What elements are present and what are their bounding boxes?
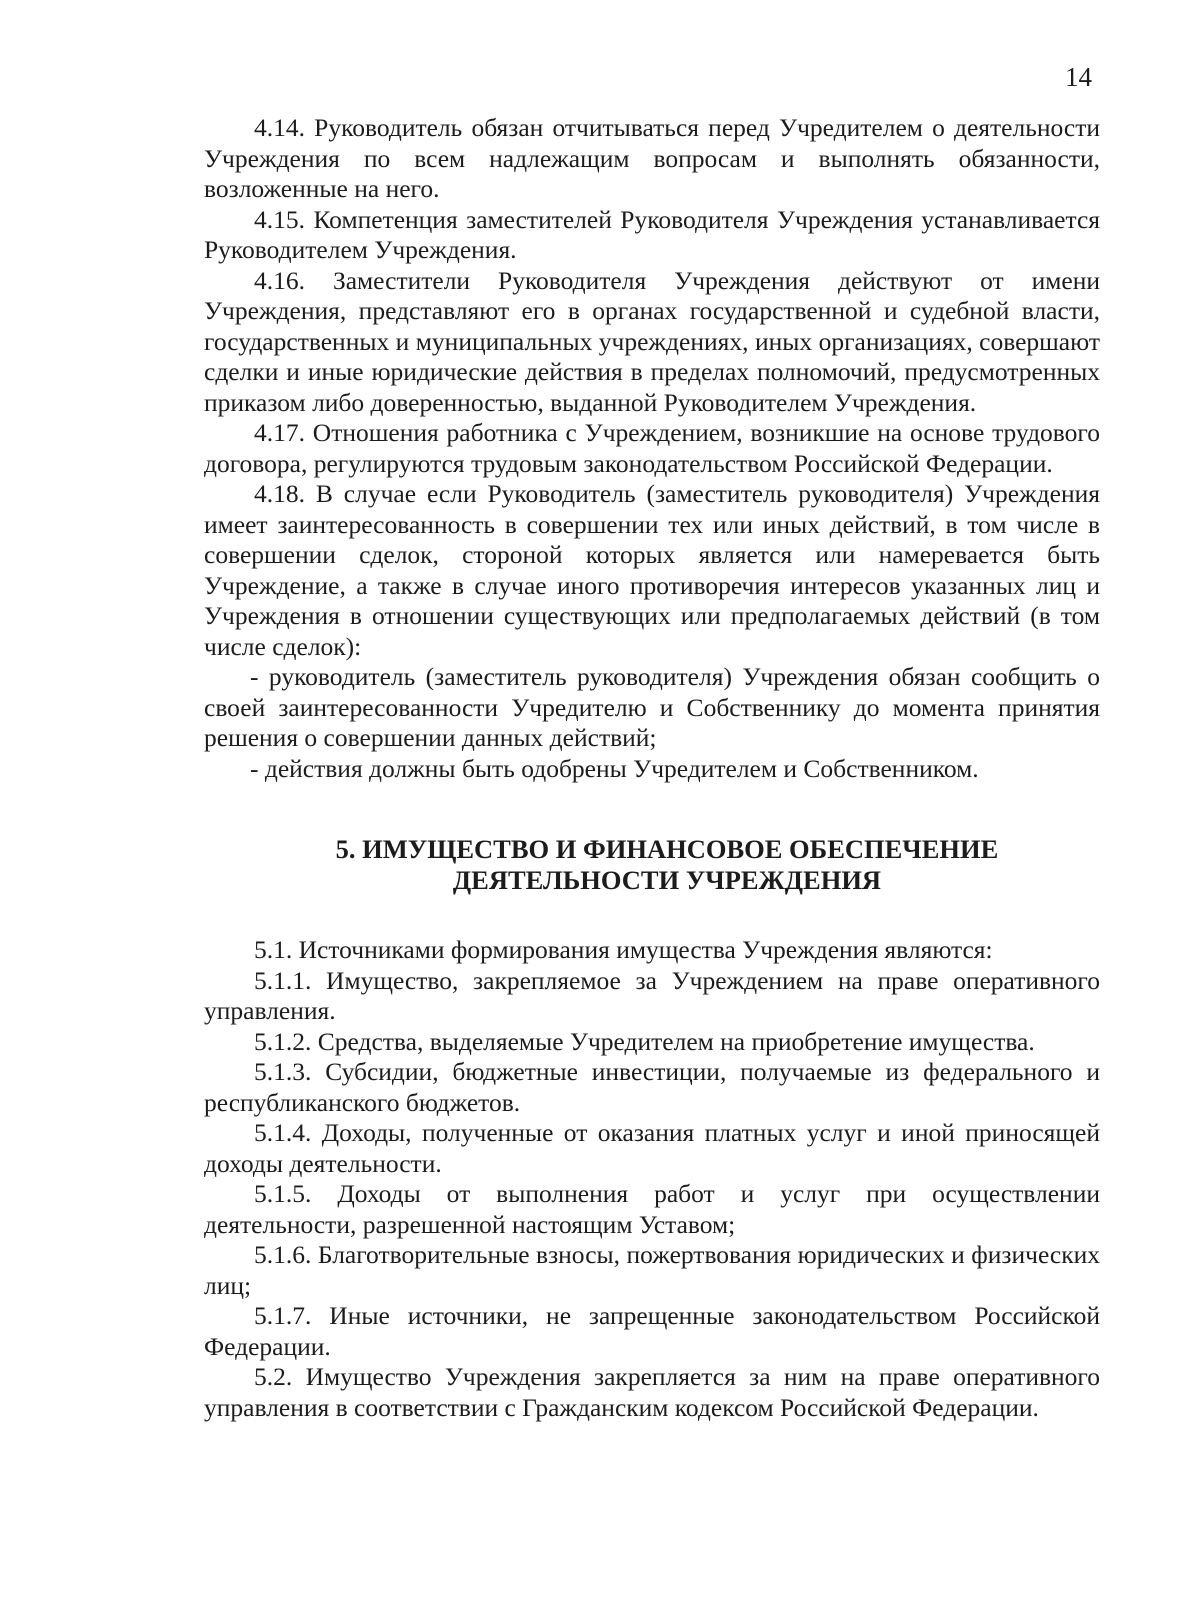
paragraph-5-1-3: 5.1.3. Субсидии, бюджетные инвестиции, получаемые из федерального и республиканского бюджетов. [204,1057,1100,1117]
paragraph-5-1-2: 5.1.2. Средства, выделяемые Учредителем на приобретение имущества. [254,1026,1035,1056]
section-heading-line-1: 5. ИМУЩЕСТВО И ФИНАНСОВОЕ ОБЕСПЕЧЕНИЕ [335,834,999,864]
list-item-disclosure: - руководитель (заместитель руководителя) Учреждения обязан сообщить о своей заинтересованности Учредителю и Собственнику до момента принятия решения о совершении данных действий; [204,662,1100,752]
paragraph-4-17: 4.17. Отношения работника с Учреждением, возникшие на основе трудового договора, регулируются трудовым законодательством Российской Федерации. [204,418,1100,478]
paragraph-4-14: 4.14. Руководитель обязан отчитываться перед Учредителем о деятельности Учреждения по всем надлежащим вопросам и выполнять обязанности, возложенные на него. [204,113,1100,203]
page-number: 14 [1065,62,1092,92]
paragraph-5-1-1: 5.1.1. Имущество, закрепляемое за Учреждением на праве оперативного управления. [204,965,1100,1025]
paragraph-4-15: 4.15. Компетенция заместителей Руководителя Учреждения устанавливается Руководителем Учреждения. [204,204,1100,264]
paragraph-4-18: 4.18. В случае если Руководитель (заместитель руководителя) Учреждения имеет заинтересованность в совершении тех или иных действий, в том числе в совершении сделок, стороной которых является или намеревается быть Учреждение, а также в случае иного противоречия интересов указанных лиц и Учреждения в отношении существующих или предполагаемых действий (в том числе сделок): [204,479,1100,661]
paragraph-5-1-6: 5.1.6. Благотворительные взносы, пожертвования юридических и физических лиц; [204,1240,1100,1300]
paragraph-4-16: 4.16. Заместители Руководителя Учреждения действуют от имени Учреждения, представляют его в органах государственной и судебной власти, государственных и муниципальных учреждениях, иных организациях, совершают сделки и иные юридические действия в пределах полномочий, предусмотренных приказом либо доверенностью, выданной Руководителем Учреждения. [204,265,1100,417]
page-body [204,113,1100,1423]
paragraph-5-1-4: 5.1.4. Доходы, полученные от оказания платных услуг и иной приносящей доходы деятельности. [204,1118,1100,1178]
paragraph-5-2: 5.2. Имущество Учреждения закрепляется за ним на праве оперативного управления в соответствии с Гражданским кодексом Российской Федерации. [204,1362,1100,1422]
paragraph-5-1-5: 5.1.5. Доходы от выполнения работ и услуг при осуществлении деятельности, разрешенной настоящим Уставом; [204,1179,1100,1239]
list-item-approval: - действия должны быть одобрены Учредителем и Собственником. [250,753,979,783]
section-heading [204,834,1100,895]
paragraph-5-1-7: 5.1.7. Иные источники, не запрещенные законодательством Российской Федерации. [204,1301,1100,1361]
section-heading-line-2: ДЕЯТЕЛЬНОСТИ УЧРЕЖДЕНИЯ [452,864,882,895]
paragraph-5-1: 5.1. Источниками формирования имущества Учреждения являются: [254,935,993,964]
